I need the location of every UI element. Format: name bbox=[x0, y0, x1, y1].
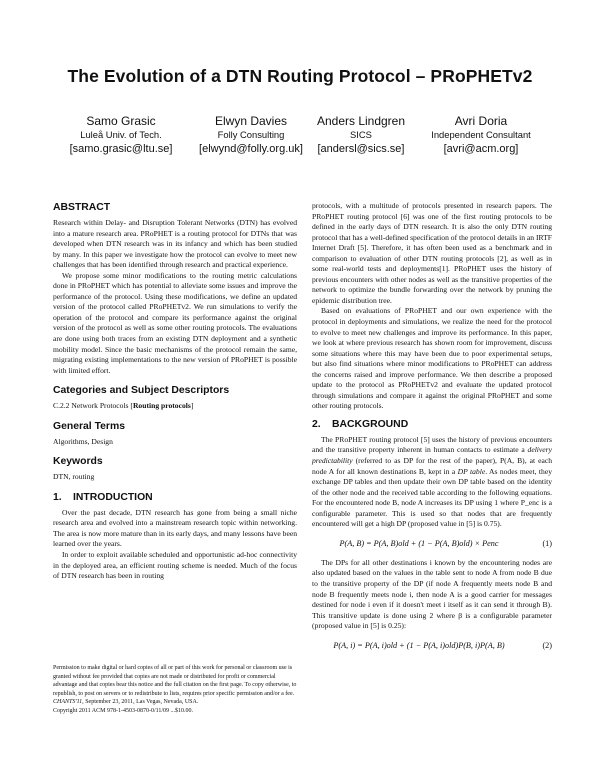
categories-text: C.2.2 Network Protocols [Routing protocols] bbox=[53, 401, 194, 411]
general-terms-text: Algorithms, Design bbox=[53, 436, 113, 446]
equation-body: P(A, i) = P(A, i)old + (1 − P(A, i)old)P(B, i)P(A, B) bbox=[333, 640, 505, 650]
author-email: [andersl@sics.se] bbox=[317, 143, 405, 155]
introduction-paragraph-1: Over the past decade, DTN research has gone from being a small niche research area and evolved into a mainstream research topic within networking. The area is now more mature than in its early days, and many lessons have been learned over the years. bbox=[53, 507, 297, 549]
author-4 bbox=[406, 115, 556, 155]
abstract-paragraph-2: We propose some minor modifications to the routing metric calculations done in PRoPHET which has potential to alleviate some issues and improve the performance of the protocol. Using these modifications, we define an updated version of the protocol called PRoPHETv2. We run simulations to verify the operation of the protocol and compare its performance against the original version of the protocol as well as some other routing protocols. The evaluations are done using both traces from an existing DTN deployment and a synthetic mobility model. Since the basic mechanisms of the protocol remain the same, migrating existing implementations to the new version of PRoPHET is possible with limited effort. bbox=[53, 270, 297, 375]
background-paragraph-2: The DPs for all other destinations i known by the encountering nodes are also updated based on the values in the table sent to node A from node B due to the transitive property of the DP (if node A frequently meets node B and node B frequently meets node i, then node A is a good carrier for messages destined for node i even if it doesn't meet i itself as it can send it through B). This transitive update is done using 2 where β is a configurable parameter (proposed value in [5] is 0.25): bbox=[312, 557, 552, 631]
author-email: [samo.grasic@ltu.se] bbox=[69, 143, 173, 155]
paper-title: The Evolution of a DTN Routing Protocol – PRoPHETv2 bbox=[67, 66, 533, 86]
abstract-heading: ABSTRACT bbox=[53, 202, 111, 213]
keywords-heading: Keywords bbox=[53, 456, 103, 468]
background-paragraph-1: The PRoPHET routing protocol [5] uses the history of previous encounters and the transitive property inherent in human contacts to estimate a delivery predictability (referred to as DP for the rest of the paper), P(A, B), at each node A for all known destinations B, kept in a DP table. As nodes meet, they exchange DP tables and then update their own DP table based on the identity of the other node and the received table according to the following equations. For the encountered node B, node A increases its DP using 1 where P_enc is a configurable parameter. This is used so that nodes that are frequently encountered will get a high DP (proposed value in [5] is 0.75). bbox=[312, 434, 552, 529]
author-affiliation: SICS bbox=[350, 129, 372, 140]
author-email: [elwynd@folly.org.uk] bbox=[199, 143, 303, 155]
author-name: Elwyn Davies bbox=[214, 114, 288, 128]
author-email: [avri@acm.org] bbox=[443, 143, 519, 155]
abstract-paragraph-1: Research within Delay- and Disruption Tolerant Networks (DTN) has evolved into a mature research area. PRoPHET is a routing protocol for DTNs that was developed when DTN research was in its infancy and which has been studied by many. In this paper we investigate how the protocol can evolve to meet new challenges that has been identified through research and practical experience. bbox=[53, 218, 297, 270]
equation-body: P(A, B) = P(A, B)old + (1 − P(A, B)old) × Penc bbox=[339, 538, 499, 548]
introduction-paragraph-2: In order to exploit available scheduled and opportunistic ad-hoc connectivity in the deployed area, an efficient routing scheme is needed. Much of the focus of DTN research has been in routing bbox=[53, 550, 297, 581]
copyright-footnote bbox=[53, 664, 299, 716]
introduction-paragraph-4: Based on evaluations of PRoPHET and our own experience with the protocol in deployments and simulations, we realize the need for the protocol to evolve to meet new challenges and improve its performance. In this paper, we look at where previous research has shown room for improvement, discuss some situations where this may have been due to poor experimental setups, but also find situations where minor modifications to PRoPHET can address the concerns raised and improve performance. We then describe a proposed update to the protocol as PRoPHETv2 and evaluate the updated protocol through simulations and compare it against the original PRoPHET and some other routing protocols. bbox=[312, 306, 552, 411]
author-affiliation: Independent Consultant bbox=[431, 129, 531, 140]
right-column bbox=[312, 201, 552, 660]
introduction-paragraph-3: protocols, with a multitude of protocols presented in research papers. The PRoPHET routing protocol [6] was one of the first routing protocols to be defined in the early days of DTN research. It is also the only DTN routing protocol that has a well-defined specification of the protocol details in an IRTF Internet Draft [5]. Therefore, it has often been used as a benchmark and in comparison to evaluation of other DTN routing protocols [2], as well as in some real-world tests and deployments[1]. PRoPHET uses the history of previous encounters with other nodes as well as the transitive properties of the network to optimize the bundle forwarding over the network by pruning the epidemic distribution tree. bbox=[312, 201, 552, 305]
background-heading: 2. BACKGROUND bbox=[312, 418, 409, 430]
venue-line: CHANTS'11, September 23, 2011, Las Vegas, Nevada, USA. bbox=[53, 699, 199, 706]
categories-heading: Categories and Subject Descriptors bbox=[53, 385, 230, 397]
author-affiliation: Folly Consulting bbox=[217, 129, 285, 140]
left-column bbox=[53, 201, 297, 582]
introduction-heading: 1. INTRODUCTION bbox=[53, 491, 153, 503]
author-name: Avri Doria bbox=[454, 114, 508, 128]
equation-1 bbox=[312, 534, 552, 554]
author-name: Samo Grasic bbox=[86, 114, 156, 128]
keywords-text: DTN, routing bbox=[53, 472, 95, 482]
equation-number: (1) bbox=[542, 538, 552, 548]
equation-2 bbox=[312, 636, 552, 656]
general-terms-heading: General Terms bbox=[53, 420, 125, 432]
copyright-line: Copyright 2011 ACM 978-1-4503-0870-0/11/09 ...$10.00. bbox=[53, 707, 194, 714]
author-1 bbox=[46, 115, 196, 155]
author-affiliation: Luleå Univ. of Tech. bbox=[80, 129, 162, 140]
author-name: Anders Lindgren bbox=[316, 114, 406, 128]
equation-number: (2) bbox=[542, 640, 552, 650]
permission-notice: Permission to make digital or hard copies of all or part of this work for personal or classroom use is granted without fee provided that copies are not made or distributed for profit or commercial advantage and that copies bear this notice and the full citation on the first page. To copy otherwise, to republish, to post on servers or to redistribute to lists, requires prior specific permission and/or a fee. bbox=[53, 665, 297, 697]
